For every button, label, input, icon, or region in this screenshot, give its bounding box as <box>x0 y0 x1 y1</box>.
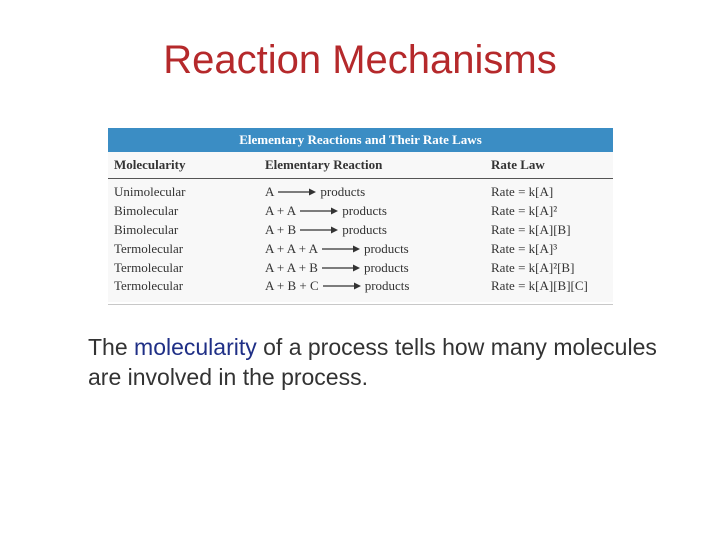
reactants: A + A <box>265 203 297 219</box>
column-header-elementary-reaction: Elementary Reaction <box>259 152 485 179</box>
elementary-reaction-cell <box>259 202 485 221</box>
table-row <box>108 277 613 296</box>
table-row <box>108 221 613 240</box>
products: products <box>363 259 409 275</box>
rate-law-cell: Rate = k[A] <box>491 184 554 200</box>
rate-law-table <box>108 128 613 302</box>
table-body <box>108 179 613 296</box>
table-caption: Elementary Reactions and Their Rate Laws <box>108 128 613 152</box>
explanation-text-start: The <box>88 334 135 360</box>
elementary-reaction-cell <box>259 179 485 202</box>
reaction-arrow-icon <box>323 282 361 290</box>
molecularity-term: molecularity <box>134 334 257 360</box>
column-header-rate-law: Rate Law <box>485 152 613 179</box>
rate-law-cell: Rate = k[A]² <box>491 203 558 219</box>
table-row <box>108 202 613 221</box>
reaction-arrow-icon <box>322 264 360 272</box>
products: products <box>342 203 387 219</box>
molecularity-cell: Termolecular <box>114 259 184 275</box>
reaction-arrow-icon <box>300 226 338 234</box>
explanation-text-end: of a process tells how many molecules are involved in the process. <box>88 334 657 390</box>
slide-title: Reaction Mechanisms <box>163 38 557 82</box>
products: products <box>342 221 387 237</box>
reactants: A + A + A <box>265 240 318 256</box>
reaction-arrow-icon <box>322 245 360 253</box>
rate-law-cell: Rate = k[A]²[B] <box>491 259 575 275</box>
reactants: A + B + C <box>265 278 319 294</box>
rate-law-grid <box>108 152 613 296</box>
rate-law-cell: Rate = k[A][B][C] <box>491 278 588 294</box>
molecularity-cell: Termolecular <box>114 278 184 294</box>
elementary-reaction-cell <box>259 258 485 277</box>
elementary-reaction-cell <box>259 239 485 258</box>
molecularity-cell: Termolecular <box>114 240 184 256</box>
reaction-arrow-icon <box>278 188 316 196</box>
rate-law-cell: Rate = k[A][B] <box>491 221 571 237</box>
molecularity-cell: Bimolecular <box>114 203 179 219</box>
molecularity-cell: Bimolecular <box>114 221 179 237</box>
table-row <box>108 179 613 202</box>
reaction-arrow-icon <box>300 207 338 215</box>
products: products <box>364 278 410 294</box>
elementary-reaction-cell <box>259 221 485 240</box>
table-bottom-rule <box>108 296 613 305</box>
column-header-molecularity: Molecularity <box>108 152 259 179</box>
molecularity-cell: Unimolecular <box>114 184 186 200</box>
products: products <box>363 240 409 256</box>
molecularity-explanation <box>88 332 688 392</box>
reactants: A + A + B <box>265 259 318 275</box>
products: products <box>320 184 366 200</box>
table-header-row <box>108 152 613 179</box>
reactants: A + B <box>265 221 297 237</box>
reactants: A <box>265 184 275 200</box>
table-row <box>108 239 613 258</box>
rate-law-cell: Rate = k[A]³ <box>491 240 558 256</box>
elementary-reaction-cell <box>259 277 485 296</box>
table-row <box>108 258 613 277</box>
